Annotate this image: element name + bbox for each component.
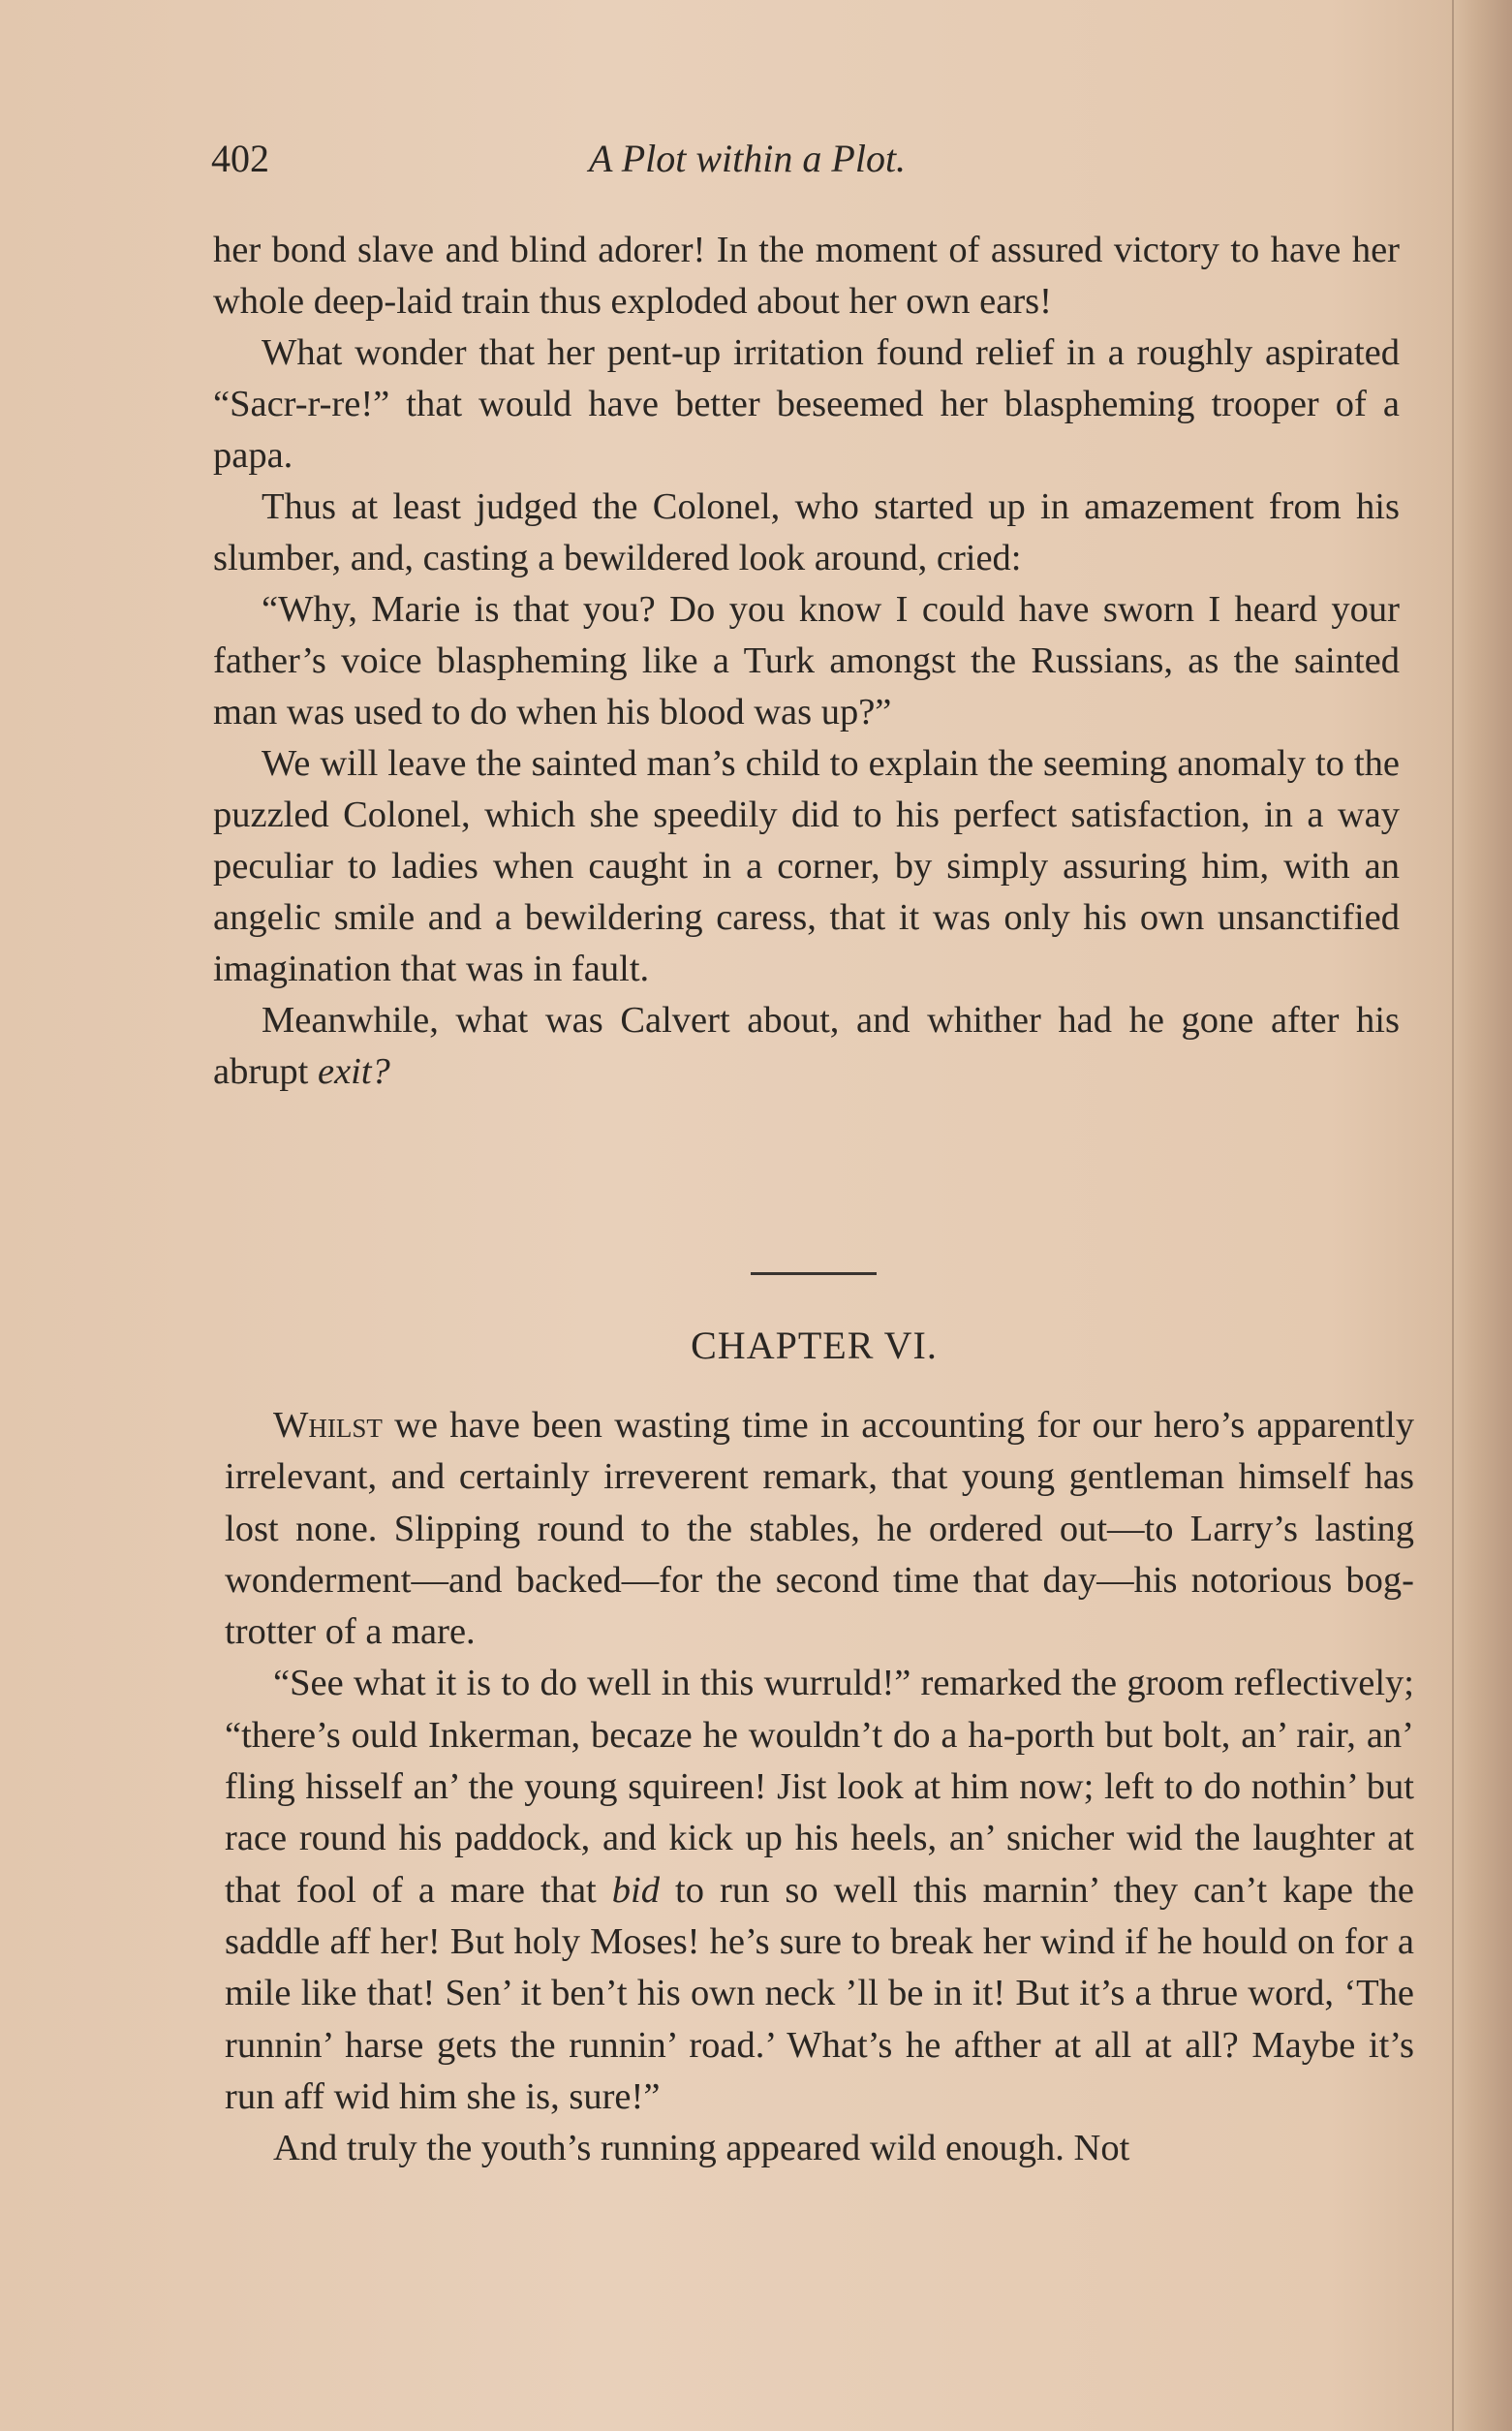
paragraph xyxy=(225,1400,1414,1658)
chapter-heading: CHAPTER VI. xyxy=(691,1324,938,1367)
paragraph xyxy=(225,1658,1414,2123)
paragraph: And truly the youth’s running appeared wild enough. Not xyxy=(273,2128,1130,2169)
section-divider xyxy=(751,1272,877,1275)
running-title: A Plot within a Plot. xyxy=(589,137,907,180)
paragraph: Thus at least judged the Colonel, who started up in amazement from his slumber, and, casting a bewildered look around, cried: xyxy=(213,486,1400,578)
paragraph xyxy=(213,995,1400,1098)
italic-text: bid xyxy=(611,1869,660,1911)
paragraph-text: Meanwhile, what was Calvert about, and whither had he gone after his abrupt xyxy=(213,1000,1400,1092)
paragraph: her bond slave and blind adorer! In the moment of assured victory to have her whole deep-laid train thus exploded about her own ears! xyxy=(213,230,1400,322)
paragraph-text: to run so well this marnin’ they can’t kape the saddle aff her! But holy Moses! he’s sure to break her wind if he hould on for a mile like that! Sen’ it ben’t his own neck ’ll be in it! But it’s a thrue word, ‘The runnin’ harse gets the runnin’ road.’ What’s he afther at all at all? Maybe it’s run aff wid him she is, sure!” xyxy=(225,1869,1415,2117)
paragraph-text: “See what it is to do well in this wurruld!” remarked the groom reflectively; “there’s ould Inkerman, becaze he wouldn’t do a ha-porth but bolt, an’ rair, an’ fling hisself an’ the young squireen! Jist look at him now; left to do nothin’ but race round his paddock, and kick up his heels, an’ snicher wid the laughter at that fool of a mare that xyxy=(225,1663,1414,1911)
page-number: 402 xyxy=(211,137,269,180)
paragraph: We will leave the sainted man’s child to explain the seeming anomaly to the puzzled Colonel, which she speedily did to his perfect satisfaction, in a way peculiar to ladies when caught in a corner, by simply assuring him, with an angelic smile and a bewildering caress, that it was only his own unsanctified imagination that was in fault. xyxy=(213,743,1400,989)
italic-text: exit? xyxy=(317,1051,390,1092)
paragraph: “Why, Marie is that you? Do you know I could have sworn I heard your father’s voice blaspheming like a Turk amongst the Russians, as the sainted man was used to do when his blood was up?” xyxy=(213,589,1400,732)
page-edge-shadow xyxy=(1452,0,1512,2431)
page-gutter-line xyxy=(1452,0,1454,2431)
paragraph: What wonder that her pent-up irritation found relief in a roughly aspirated “Sacr-r-re!” that would have better beseemed her blaspheming trooper of a papa. xyxy=(213,332,1400,476)
paragraph-text: we have been wasting time in accounting for our hero’s apparently irrelevant, and certainly irreverent remark, that young gentleman himself has lost none. Slipping round to the stables, he ordered out—to Larry’s lasting wonderment—and backed—for the second time that day—his notorious bog-trotter of a mare. xyxy=(225,1405,1414,1653)
section-one-text xyxy=(213,225,1400,1098)
page-header xyxy=(211,136,1412,194)
section-two-text xyxy=(225,1400,1414,2174)
opening-word: Whilst xyxy=(273,1405,383,1446)
